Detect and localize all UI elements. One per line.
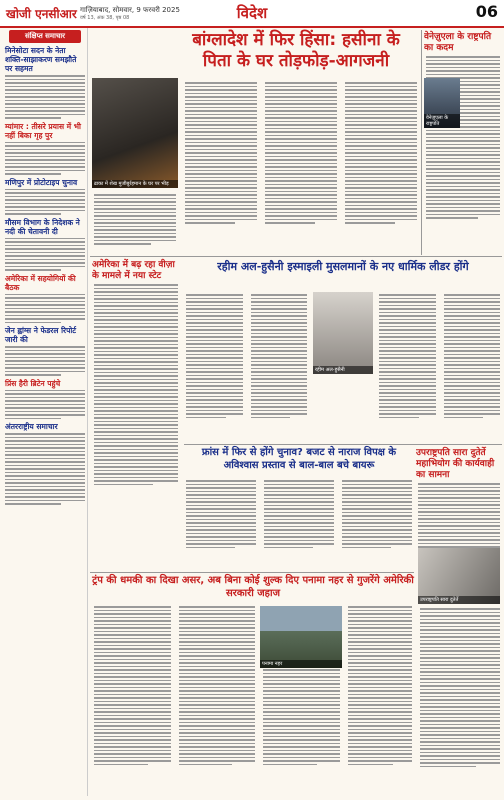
right-story-photo [424,78,460,128]
story3-body [184,478,414,568]
masthead [0,0,504,28]
brief-text [5,75,85,119]
newspaper-logo: खोजी एनसीआर [6,7,77,21]
brief-text [5,189,85,215]
story4-headline: उपराष्ट्रपति सारा दुतेर्ते महाभियोग की कार्यवाही का सामना [416,448,495,480]
brief-text [5,238,85,271]
right-photo-caption: वेनेज़ुएला के राष्ट्रपति [424,114,460,128]
edition-line: वर्ष 13, अंक 38, पृष्ठ 08 [80,15,130,21]
story2-photo-caption: रहीम अल-हुसैनी [313,366,373,374]
briefs-badge: संक्षिप्त समाचार [9,30,81,43]
section-title: विदेश [236,4,268,22]
story5-headline: ट्रंप की धमकी का दिखा असर, अब बिना कोई शुल्क दिए पनामा नहर से गुजरेंगे अमेरिकी सरकारी जहाज [92,575,414,599]
brief-text [5,294,85,324]
visa-story [92,258,180,548]
story2-photo [313,292,373,374]
brief-headline: अंतरराष्ट्रीय समाचार [5,422,58,431]
story2-headline: रहीम अल-हुसैनी इस्माइली मुसलमानों के नए धार्मिक लीडर होंगे [217,260,469,273]
story3-headline: फ्रांस में फिर से होंगे चुनाव? बजट से नाराज विपक्ष के अविश्वास प्रस्ताव से बाल-बाल बचे बायरू [201,447,397,471]
visa-story-headline: अमेरिका में बढ़ रहा वीज़ा के मामले में नया स्टेट [92,260,175,281]
brief-text [5,390,85,420]
brief-headline: प्रिंस हैरी ब्रिटेन पहुंचे [5,378,61,388]
right-story [424,30,502,255]
lead-headline-line1: बांग्लादेश में फिर हिंसा: हसीना के [192,30,400,50]
brief-headline: अमेरिका में सहयोगियों की बैठक [5,273,76,292]
story4-photo [418,548,500,604]
lead-body [183,80,419,252]
story5-photo [260,606,342,668]
story4-photo-caption: उपराष्ट्रपति सारा दुतेर्ते [418,596,500,604]
lead-photo-caption: ढाका में शेख मुजीबुर्रहमान के घर पर भीड़ [92,180,178,188]
brief-headline: मौसम विभाग के निदेशक ने नदी की चेतावनी दी [5,217,80,236]
brief-text [5,346,85,376]
story5-body-right [346,604,414,794]
lead-text-col1 [92,192,178,254]
story5-photo-caption: पनामा नहर [260,660,342,668]
page-number: 06 [475,2,498,21]
brief-text [5,142,85,175]
lead-headline-line2: पिता के घर तोड़फोड़-आगजनी [202,51,390,71]
left-brief-column [3,28,88,796]
story4-body [418,606,502,792]
brief-text [5,433,85,505]
brief-headline: मणिपुर में प्रोटोटाइप चुनाव [5,177,78,187]
lead-photo [92,78,178,188]
date-line: गाज़ियाबाद, सोमवार, 9 फरवरी 2025 [80,6,180,14]
brief-headline: जेन ह्वांग्स ने फेडरल रिपोर्ट जारी की [5,326,77,344]
right-story-headline: वेनेज़ुएला के राष्ट्रपति का कदम [424,32,492,53]
brief-headline: मिनेसोटा सदन के नेता शक्ति-साझाकरण समझौते पर सहमत [5,46,77,73]
brief-headline: म्यांमार : तीसरे प्रयास में भी नहीं बिका गृह पुर [5,121,81,140]
